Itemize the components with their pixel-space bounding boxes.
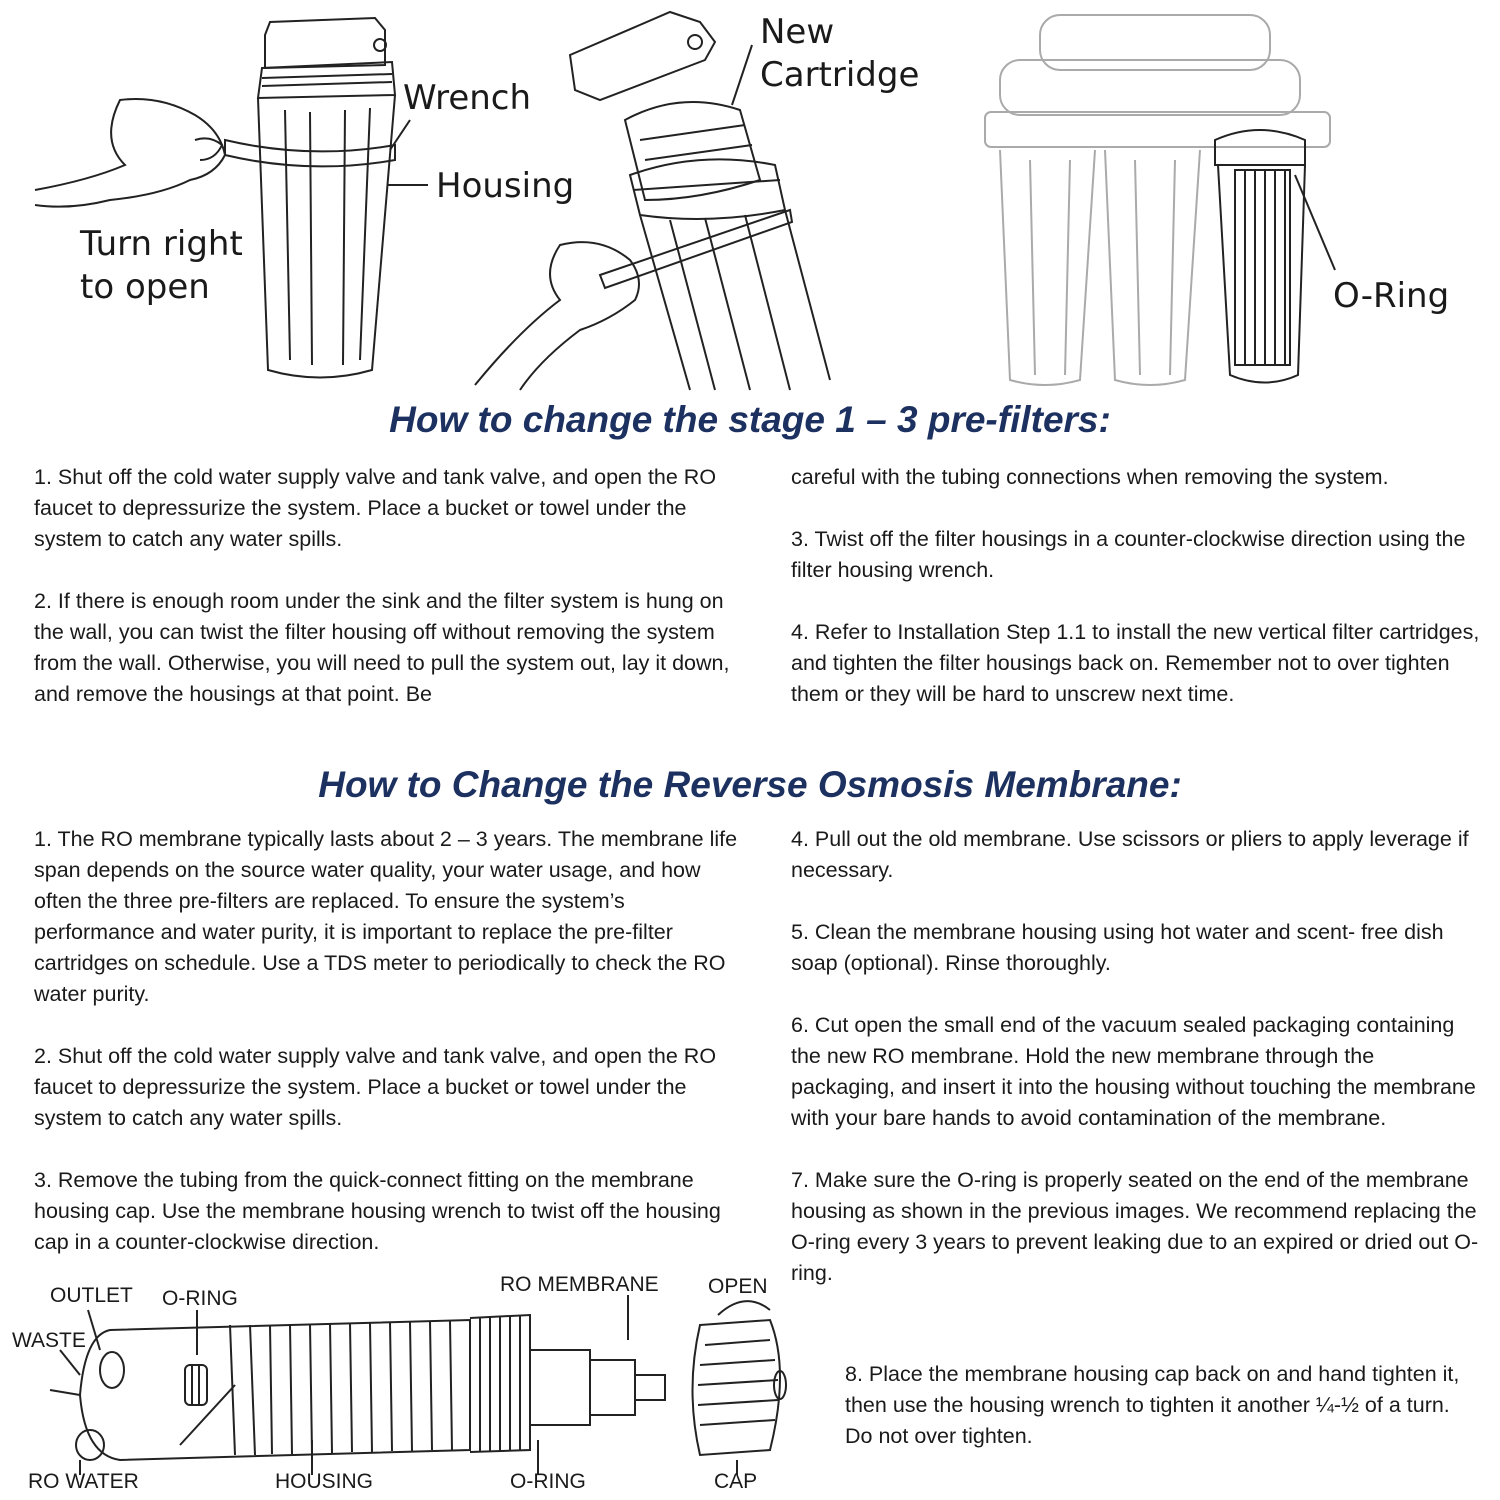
new-cartridge-label-line1: New <box>760 12 835 52</box>
cap-label: CAP <box>714 1470 758 1493</box>
section1-step1: 1. Shut off the cold water supply valve and tank valve, and open the RO faucet to depressurize the system. Place a bucket or towel under the system to catch any water spills. <box>34 465 717 551</box>
o-ring-bottom-label: O-RING <box>510 1470 586 1493</box>
section2-step8-block <box>845 1359 1475 1452</box>
section2-step5: 5. Clean the membrane housing using hot water and scent- free dish soap (optional). Rinse thoroughly. <box>791 920 1444 975</box>
section1-heading: How to change the stage 1 – 3 pre-filters: <box>389 399 1111 440</box>
section2-step4: 4. Pull out the old membrane. Use scissors or pliers to apply leverage if necessary. <box>791 827 1469 882</box>
section1-step2: 2. If there is enough room under the sink and the filter system is hung on the wall, you can twist the filter housing off without removing the system from the wall. Otherwise, you will need to pull the system out, lay it down, and remove the housings at that point. Be <box>34 589 730 706</box>
o-ring-top-label: O-RING <box>162 1287 238 1310</box>
section2-heading: How to Change the Reverse Osmosis Membrane: <box>318 764 1182 805</box>
housing-diagram-label: HOUSING <box>275 1470 374 1493</box>
new-cartridge-label-line2: Cartridge <box>760 55 920 95</box>
ro-water-label: RO WATER <box>28 1470 139 1493</box>
wrench-label: Wrench <box>403 78 532 118</box>
housing-label: Housing <box>436 166 575 206</box>
section2-step2: 2. Shut off the cold water supply valve and tank valve, and open the RO faucet to depressurize the system. Place a bucket or towel under the system to catch any water spills. <box>34 1044 717 1130</box>
section2-step3: 3. Remove the tubing from the quick-connect fitting on the membrane housing cap. Use the membrane housing wrench to twist off the housing cap in a counter-clockwise direction. <box>34 1168 721 1254</box>
section2-step7: 7. Make sure the O-ring is properly seated on the end of the membrane housing as shown in the previous images. We recommend replacing the O-ring every 3 years to prevent leaking due to an expired or dried out O-ring. <box>791 1168 1479 1285</box>
waste-label: WASTE <box>12 1329 86 1352</box>
section1-step2-continued: careful with the tubing connections when removing the system. <box>791 465 1389 489</box>
section2-step1: 1. The RO membrane typically lasts about 2 – 3 years. The membrane life span depends on the source water quality, your water usage, and how often the three pre-filters are replaced. To ensure the system’s performance and water purity, it is important to replace the pre-filter cartridges on schedule. Use a TDS meter to periodically to check the RO water purity. <box>34 827 738 1006</box>
turn-right-label-line1: Turn right <box>80 224 243 264</box>
open-label: OPEN <box>708 1275 768 1298</box>
ro-system-illustration <box>985 15 1335 385</box>
section2-step8: 8. Place the membrane housing cap back on and hand tighten it, then use the housing wrench to tighten it another ¼-½ of a turn. Do not over tighten. <box>845 1362 1460 1448</box>
section2-right-column <box>791 824 1481 1289</box>
turn-right-label-line2: to open <box>80 267 210 307</box>
o-ring-label: O-Ring <box>1333 276 1450 316</box>
housing-wrench-illustration <box>35 18 428 378</box>
filter-illustrations <box>0 0 1500 400</box>
section2-left-column <box>34 824 739 1258</box>
section1-left-column <box>34 462 734 710</box>
outlet-label: OUTLET <box>50 1284 133 1307</box>
ro-membrane-label: RO MEMBRANE <box>500 1273 659 1296</box>
section2-step6: 6. Cut open the small end of the vacuum sealed packaging containing the new RO membrane. Hold the new membrane through the packaging, and insert it into the housing without touching the membrane with your bare hands to avoid contamination of the membrane. <box>791 1013 1476 1130</box>
section1-step4: 4. Refer to Installation Step 1.1 to install the new vertical filter cartridges, and tighten the filter housings back on. Remember not to over tighten them or they will be hard to unscrew next time. <box>791 620 1480 706</box>
section1-step3: 3. Twist off the filter housings in a counter-clockwise direction using the filter housing wrench. <box>791 527 1466 582</box>
section1-right-column <box>791 462 1481 710</box>
